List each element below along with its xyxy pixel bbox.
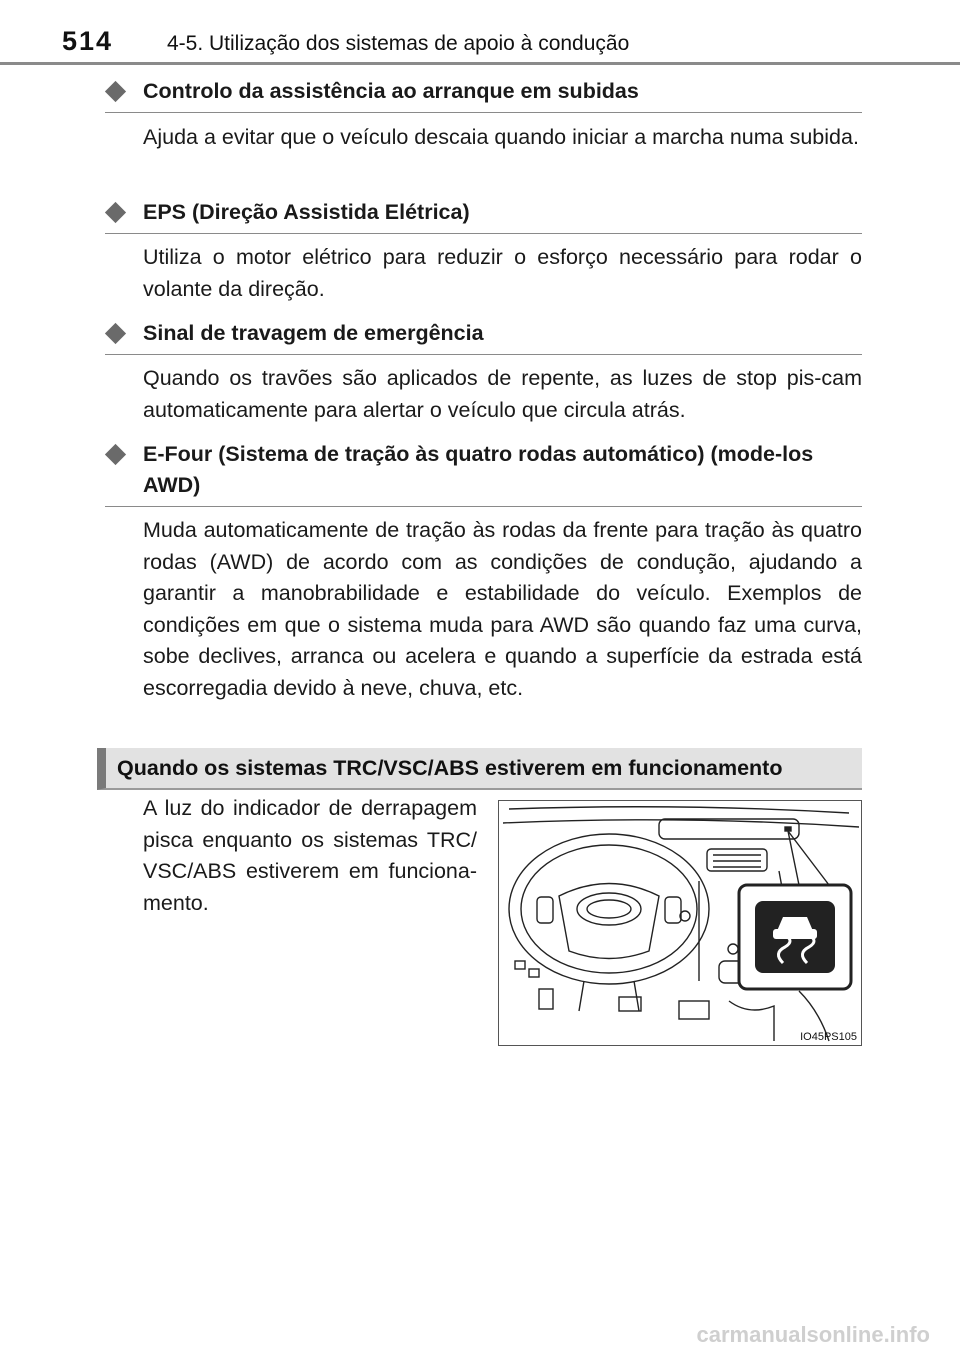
diamond-bullet-icon <box>105 81 126 102</box>
figure-id: IO45PS105 <box>800 1031 857 1043</box>
diamond-bullet-icon <box>105 444 126 465</box>
section-title: Controlo da assistência ao arranque em subidas <box>143 79 639 103</box>
info-box-body: A luz do indicador de derrapagem pisca enquanto os sistemas TRC/ VSC/ABS estiverem em funciona-mento. <box>143 796 477 915</box>
section-heading-hill-start <box>105 76 862 113</box>
dashboard-drawing <box>499 801 862 1046</box>
header-divider <box>0 62 960 65</box>
section-body: Ajuda a evitar que o veículo descaia quando iniciar a marcha numa subida. <box>143 125 859 149</box>
watermark: carmanualsonline.info <box>696 1322 930 1347</box>
section-title: Sinal de travagem de emergência <box>143 321 484 345</box>
info-box-title: Quando os sistemas TRC/VSC/ABS estiverem em funcionamento <box>117 756 783 780</box>
chapter-title: 4-5. Utilização dos sistemas de apoio à condução <box>167 32 630 55</box>
diamond-bullet-icon <box>105 323 126 344</box>
section-title: EPS (Direção Assistida Elétrica) <box>143 200 470 224</box>
section-body: Quando os travões são aplicados de repente, as luzes de stop pis-cam automaticamente para alertar o veículo que circula atrás. <box>143 366 862 422</box>
info-box-heading <box>97 748 862 790</box>
section-body: Utiliza o motor elétrico para reduzir o esforço necessário para rodar o volante da direção. <box>143 245 862 301</box>
diamond-bullet-icon <box>105 202 126 223</box>
section-title: E-Four (Sistema de tração às quatro rodas automático) (mode-los AWD) <box>143 442 814 497</box>
section-heading-emergency-brake-signal <box>105 318 862 355</box>
page-header <box>0 0 960 70</box>
section-body: Muda automaticamente de tração às rodas da frente para tração às quatro rodas (AWD) de acordo com as condições de condução, ajudando a garantir a manobrabilidade e estabilidade do veículo. Exemplos de condições em que o sistema muda para AWD são quando faz uma curva, sobe declives, arranca ou acelera e quando a superfície da estrada está escorregadia devido à neve, chuva, etc. <box>143 518 862 700</box>
dashboard-illustration <box>498 800 862 1046</box>
slip-indicator-icon <box>755 901 835 973</box>
section-heading-e-four <box>105 439 862 507</box>
page-number: 514 <box>62 26 114 56</box>
section-heading-eps <box>105 197 862 234</box>
